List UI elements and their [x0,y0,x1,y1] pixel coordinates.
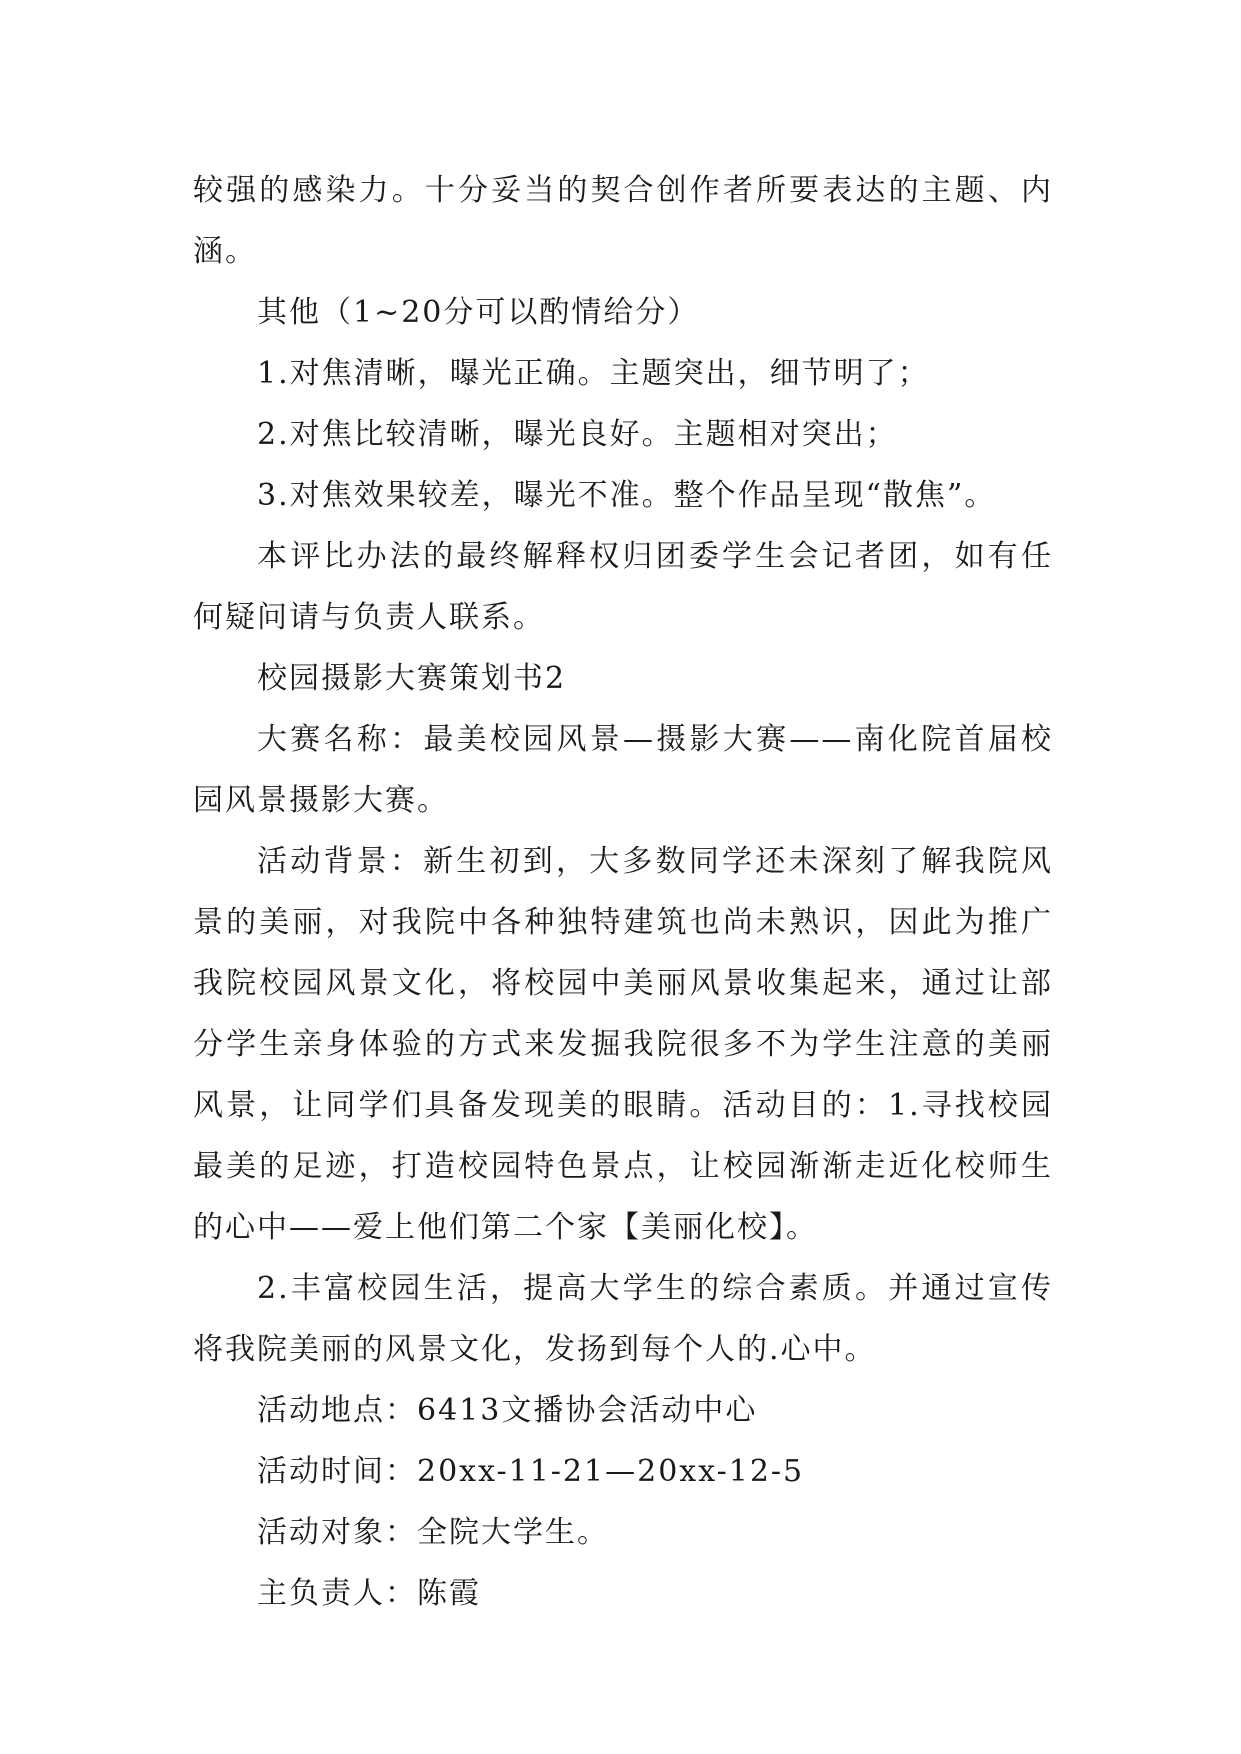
paragraph-criterion-3: 3.对焦效果较差，曝光不准。整个作品呈现“散焦”。 [257,478,997,513]
paragraph-criterion-1: 1.对焦清晰，曝光正确。主题突出，细节明了； [257,356,930,391]
paragraph-other-heading: 其他（1~20分可以酌情给分） [257,295,700,330]
paragraph-audience: 活动对象：全院大学生。 [257,1515,609,1550]
section-title: 校园摄影大赛策划书2 [257,661,567,696]
paragraph-purpose-2: 2.丰富校园生活，提高大学生的综合素质。并通过宣传将我院美丽的风景文化，发扬到每个人的.心中。 [193,1271,1053,1367]
paragraph-responsible: 主负责人：陈霞 [257,1576,481,1611]
paragraph-continuation: 较强的感染力。十分妥当的契合创作者所要表达的主题、内涵。 [193,173,1053,269]
paragraph-interpretation: 本评比办法的最终解释权归团委学生会记者团，如有任何疑问请与负责人联系。 [193,539,1053,635]
paragraph-background: 活动背景：新生初到，大多数同学还未深刻了解我院风景的美丽，对我院中各种独特建筑也尚未熟识，因此为推广我院校园风景文化，将校园中美丽风景收集起来，通过让部分学生亲身体验的方式来发掘我院很多不为学生注意的美丽风景，让同学们具备发现美的眼睛。活动目的：1.寻找校园最美的足迹，打造校园特色景点，让校园渐渐走近化校师生的心中——爱上他们第二个家【美丽化校】。 [193,844,1053,1245]
paragraph-location: 活动地点：6413文播协会活动中心 [257,1393,758,1428]
paragraph-criterion-2: 2.对焦比较清晰，曝光良好。主题相对突出； [257,417,898,452]
paragraph-time: 活动时间：20xx-11-21—20xx-12-5 [257,1454,805,1489]
document-body [193,160,1053,1624]
paragraph-contest-name: 大赛名称：最美校园风景—摄影大赛——南化院首届校园风景摄影大赛。 [193,722,1053,818]
